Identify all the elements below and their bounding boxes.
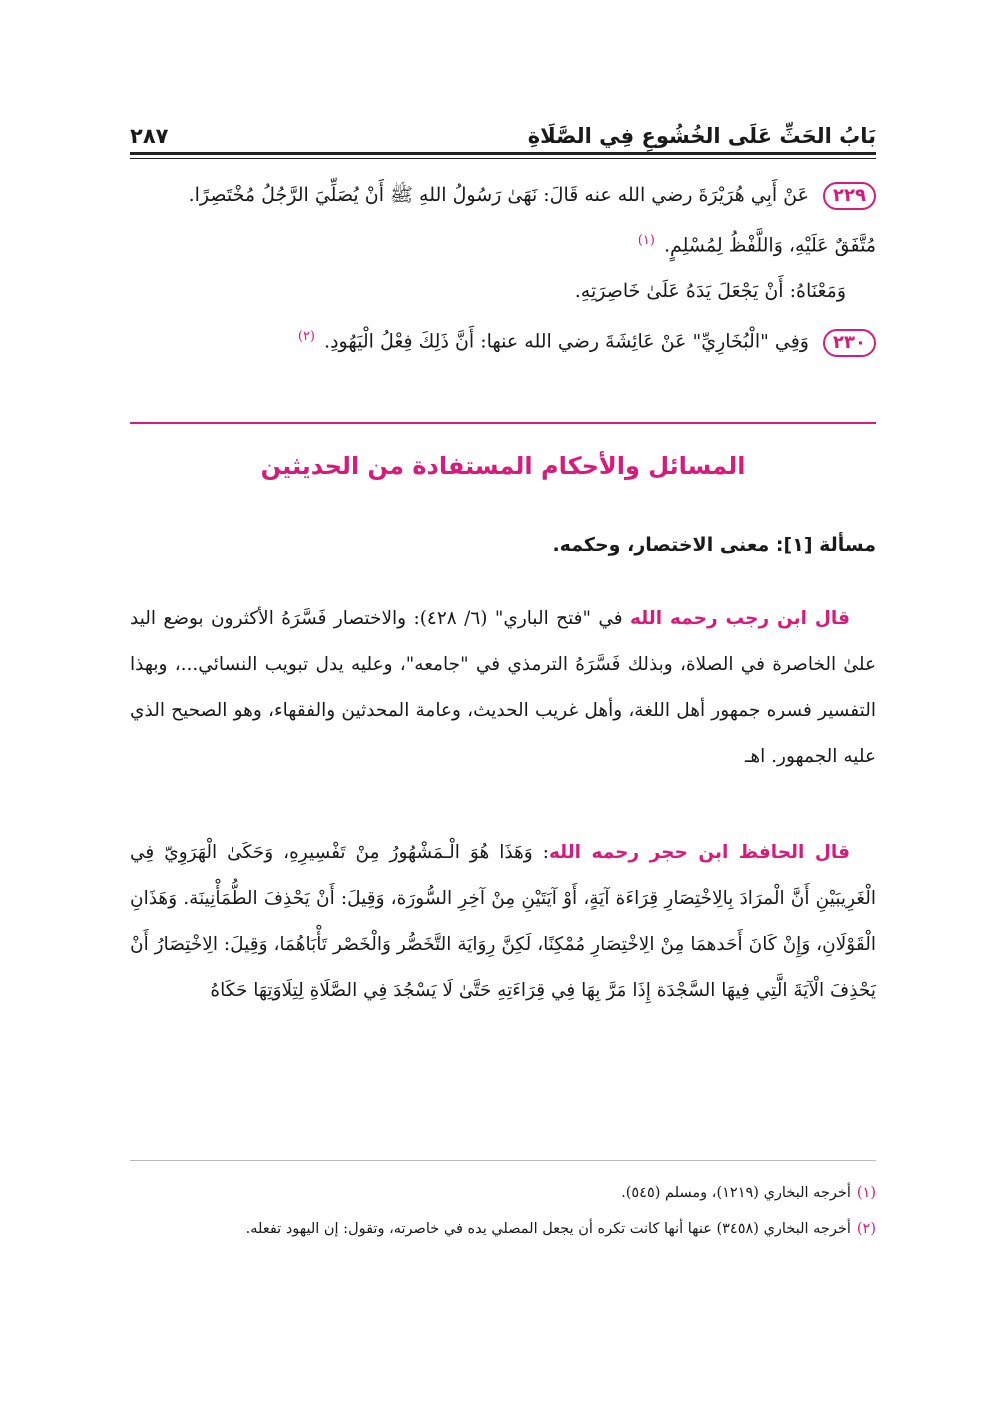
section-heading: المسائل والأحكام المستفادة من الحديثين (260, 452, 746, 480)
hadith-text: وَفِي "الْبُخَارِيِّ" عَنْ عَائِشَةَ رضي الله عنها: أَنَّ ذَلِكَ فِعْلُ الْيَهُودِ. (324, 330, 809, 353)
footnote-number: (١) (856, 1185, 876, 1201)
footnote-rule (130, 1160, 876, 1161)
paragraph-text: : وَهَذَا هُوَ الْـمَشْهُورُ مِنْ تَفْسِيرِهِ، وَحَكَىٰ الْهَرَوِيّ فِي الْغَرِيبَيْنِ أَنَّ الْمرَادَ بِالِاخْتِصَارِ قِرَاءَة آيَةٍ، أَوْ آيَتَيْنِ مِنْ آخِرِ السُّورَة، وَقِيلَ: أَنْ يَحْذِفَ الطُّمَأْنِينَة. وَهَذَانِ الْقَوْلَانِ، وَإِنْ كَانَ أَحَدهمَا مِنْ الِاخْتِصَارِ مُمْكِنًا، لَكِنَّ رِوَايَة التَّخَصُّر وَالْخَصْر تَأْبَاهُمَا، وَقِيلَ: الِاخْتِصَارُ أَنْ يَحْذِفَ الْآيَةَ الَّتِي فِيهَا السَّجْدَة إِذَا مَرَّ بِهَا فِي قِرَاءَتِهِ حَتَّىٰ لَا يَسْجُدَ فِي الصَّلَاةِ لِتِلَاوَتِهَا حَكَاهُ (130, 842, 876, 1001)
footnote-2 (130, 1214, 876, 1244)
speaker-label: قال الحافظ ابن حجر رحمه الله (548, 842, 850, 863)
hadith-230 (130, 314, 876, 364)
paragraph-ibn-hajar (130, 830, 876, 1014)
footnotes (130, 1178, 876, 1244)
speaker-label: قال ابن رجب رحمه الله (630, 608, 850, 629)
footnote-reference[interactable]: (٢) (297, 329, 315, 345)
hadith-number-badge: ٢٢٩ (823, 182, 876, 210)
footnote-text: أخرجه البخاري (١٢١٩)، ومسلم (٥٤٥). (621, 1185, 851, 1201)
hadith-229-line-1 (130, 172, 876, 218)
hadith-229 (130, 172, 876, 365)
hadith-229-line-2 (130, 218, 876, 268)
footnote-1 (130, 1178, 876, 1208)
footnote-reference[interactable]: (١) (637, 233, 655, 248)
footnote-text: أخرجه البخاري (٣٤٥٨) عنها أنها كانت تكره أن يجعل المصلي يده في خاصرته، وتقول: إن اليهود تفعله. (245, 1221, 851, 1237)
paragraph-ibn-rajab (130, 596, 876, 780)
page-number: ٢٨٧ (130, 124, 169, 148)
meaning-text: وَمَعْنَاهُ: أَنْ يَجْعَلَ يَدَهُ عَلَىٰ خَاصِرَتِهِ. (574, 280, 846, 303)
hadith-source: مُتَّفَقٌ عَلَيْهِ، وَاللَّفْظُ لِمُسْلِمٍ. (663, 234, 876, 257)
hadith-number-badge: ٢٣٠ (823, 329, 876, 357)
paragraph-text: في "فتح الباري" (٦/ ٤٢٨): والاختصار فَسَّرَهُ الأكثرون بوضع اليد علىٰ الخاصرة في الصلاة، وبذلك فَسَّرَهُ الترمذي في "جامعه"، وعليه يدل تبويب النسائي...، وبهذا التفسير فسره جمهور أهل اللغة، وأهل غريب الحديث، وعامة المحدثين والفقهاء، وهو الصحيح الذي عليه الجمهور. اهـ (130, 608, 876, 767)
hadith-229-meaning (130, 268, 876, 314)
header-rule-thin (130, 158, 876, 159)
section-separator (130, 422, 876, 424)
hadith-text: عَنْ أَبِي هُرَيْرَةَ رضي الله عنه قَالَ: نَهَىٰ رَسُولُ اللهِ ﷺ أَنْ يُصَلِّيَ الرَّجُلُ مُخْتَصِرًا. (188, 184, 809, 206)
running-title: بَابُ الحَثِّ عَلَى الخُشُوعِ فِي الصَّلَاةِ (527, 124, 876, 148)
footnote-number: (٢) (856, 1221, 876, 1237)
question-heading: مسألة [١]: معنى الاختصار، وحكمه. (552, 534, 876, 556)
header-rule-thick (130, 152, 876, 155)
page-header (130, 108, 876, 148)
